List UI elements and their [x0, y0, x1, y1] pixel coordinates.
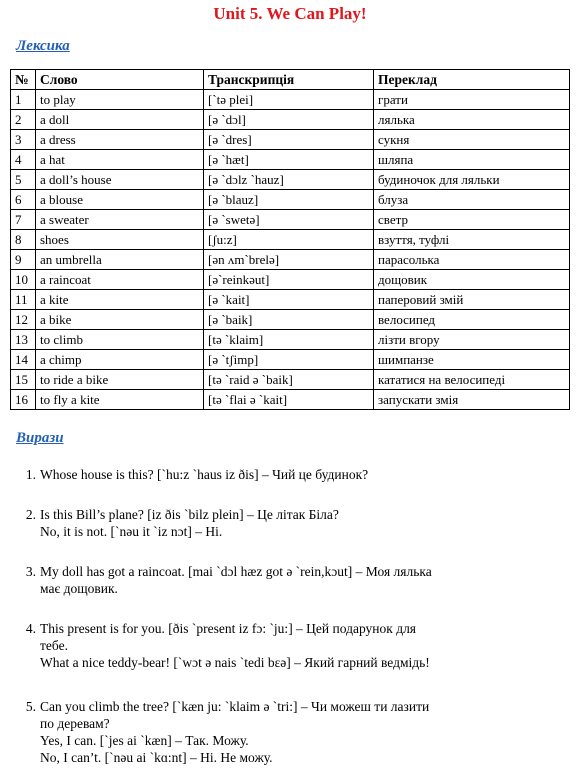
table-row [11, 90, 570, 110]
table-row [11, 390, 570, 410]
cell-transcription: [ə `dɔlz `hauz] [204, 170, 374, 190]
cell-word: to climb [36, 330, 204, 350]
cell-translation: блуза [374, 190, 570, 210]
cell-word: a kite [36, 290, 204, 310]
phrase-line: Is this Bill’s plane? [iz ðis `bilz plein] – Це літак Біла? [40, 507, 339, 522]
cell-transcription: [tə `flai ə `kait] [204, 390, 374, 410]
table-row [11, 190, 570, 210]
column-header-translation: Переклад [374, 70, 570, 90]
cell-translation: запускати змія [374, 390, 570, 410]
cell-translation: лялька [374, 110, 570, 130]
cell-translation: дощовик [374, 270, 570, 290]
cell-number: 5 [11, 170, 36, 190]
table-row [11, 270, 570, 290]
cell-number: 11 [11, 290, 36, 310]
table-row [11, 150, 570, 170]
cell-word: to ride a bike [36, 370, 204, 390]
cell-transcription: [ə`reinkəut] [204, 270, 374, 290]
cell-transcription: [ə `kait] [204, 290, 374, 310]
cell-number: 4 [11, 150, 36, 170]
table-header-row [11, 70, 570, 90]
cell-translation: велосипед [374, 310, 570, 330]
phrase-line: має дощовик. [40, 581, 118, 596]
column-header-transcription: Транскрипція [204, 70, 374, 90]
cell-transcription: [ən ʌm`brelə] [204, 250, 374, 270]
list-item-number: 1. [25, 467, 36, 482]
cell-number: 13 [11, 330, 36, 350]
cell-number: 6 [11, 190, 36, 210]
vocabulary-table [10, 69, 570, 410]
cell-transcription: [ə `blauz] [204, 190, 374, 210]
cell-transcription: [ə `baik] [204, 310, 374, 330]
cell-word: shoes [36, 230, 204, 250]
cell-word: a sweater [36, 210, 204, 230]
cell-number: 9 [11, 250, 36, 270]
cell-word: a blouse [36, 190, 204, 210]
cell-word: an umbrella [36, 250, 204, 270]
list-item-text [40, 466, 560, 483]
table-row [11, 330, 570, 350]
cell-number: 2 [11, 110, 36, 130]
cell-translation: грати [374, 90, 570, 110]
phrase-line: Whose house is this? [`hu:z `haus iz ðis] – Чий це будинок? [40, 467, 369, 482]
cell-translation: взуття, туфлі [374, 230, 570, 250]
vocabulary-table-body [11, 90, 570, 410]
cell-number: 8 [11, 230, 36, 250]
cell-word: a raincoat [36, 270, 204, 290]
list-item-text [40, 506, 560, 540]
table-row [11, 290, 570, 310]
cell-translation: паперовий змій [374, 290, 570, 310]
cell-word: a doll’s house [36, 170, 204, 190]
list-item-number: 5. [25, 699, 36, 714]
cell-translation: лізти вгору [374, 330, 570, 350]
cell-word: to fly a kite [36, 390, 204, 410]
cell-number: 15 [11, 370, 36, 390]
cell-word: a hat [36, 150, 204, 170]
table-row [11, 210, 570, 230]
cell-transcription: [tə `raid ə `baik] [204, 370, 374, 390]
cell-transcription: [ə `dres] [204, 130, 374, 150]
section-heading-vocabulary: Лексика [16, 38, 70, 54]
cell-transcription: [ə `hæt] [204, 150, 374, 170]
phrase-line: тебе. [40, 638, 68, 653]
cell-number: 10 [11, 270, 36, 290]
phrase-line: по деревам? [40, 716, 110, 731]
phrase-line: What a nice teddy-bear! [`wɔt ə nais `tedi bɛə] – Який гарний ведмідь! [40, 655, 430, 670]
phrase-line: Yes, I can. [`jes ai `kæn] – Так. Можу. [40, 733, 249, 748]
cell-translation: сукня [374, 130, 570, 150]
list-item-number: 3. [25, 564, 36, 579]
cell-word: a chimp [36, 350, 204, 370]
cell-transcription: [ə `dɔl] [204, 110, 374, 130]
cell-translation: светр [374, 210, 570, 230]
section-heading-phrases: Вирази [16, 430, 64, 446]
cell-transcription: [`tə plei] [204, 90, 374, 110]
list-item-number: 2. [25, 507, 36, 522]
phrase-line: No, I can’t. [`nəu ai `kɑ:nt] – Ні. Не можу. [40, 750, 273, 765]
table-row [11, 370, 570, 390]
table-row [11, 350, 570, 370]
table-row [11, 250, 570, 270]
cell-transcription: [ə `swetə] [204, 210, 374, 230]
cell-word: a bike [36, 310, 204, 330]
cell-word: a doll [36, 110, 204, 130]
cell-number: 3 [11, 130, 36, 150]
cell-number: 12 [11, 310, 36, 330]
table-row [11, 170, 570, 190]
cell-translation: парасолька [374, 250, 570, 270]
cell-translation: кататися на велосипеді [374, 370, 570, 390]
cell-transcription: [ʃu:z] [204, 230, 374, 250]
column-header-number: № [11, 70, 36, 90]
cell-translation: шимпанзе [374, 350, 570, 370]
table-row [11, 130, 570, 150]
list-item-number: 4. [25, 621, 36, 636]
cell-translation: будиночок для ляльки [374, 170, 570, 190]
phrase-line: Can you climb the tree? [`kæn ju: `klaim ə `tri:] – Чи можеш ти лазити [40, 699, 430, 714]
cell-transcription: [ə `tʃimp] [204, 350, 374, 370]
cell-number: 14 [11, 350, 36, 370]
cell-number: 1 [11, 90, 36, 110]
cell-transcription: [tə `klaim] [204, 330, 374, 350]
cell-number: 7 [11, 210, 36, 230]
list-item-text [40, 563, 560, 597]
table-row [11, 230, 570, 250]
cell-word: a dress [36, 130, 204, 150]
table-row [11, 110, 570, 130]
column-header-word: Слово [36, 70, 204, 90]
phrase-line: My doll has got a raincoat. [mai `dɔl hæz got ə `rein,kɔut] – Моя лялька [40, 564, 432, 579]
phrase-line: No, it is not. [`nəu it `iz nɔt] – Ні. [40, 524, 223, 539]
table-row [11, 310, 570, 330]
page-title: Unit 5. We Can Play! [213, 4, 367, 23]
cell-word: to play [36, 90, 204, 110]
list-item-text [40, 698, 560, 766]
list-item-text [40, 620, 560, 671]
cell-translation: шляпа [374, 150, 570, 170]
cell-number: 16 [11, 390, 36, 410]
phrase-line: This present is for you. [ðis `present iz fɔ: `ju:] – Цей подарунок для [40, 621, 417, 636]
